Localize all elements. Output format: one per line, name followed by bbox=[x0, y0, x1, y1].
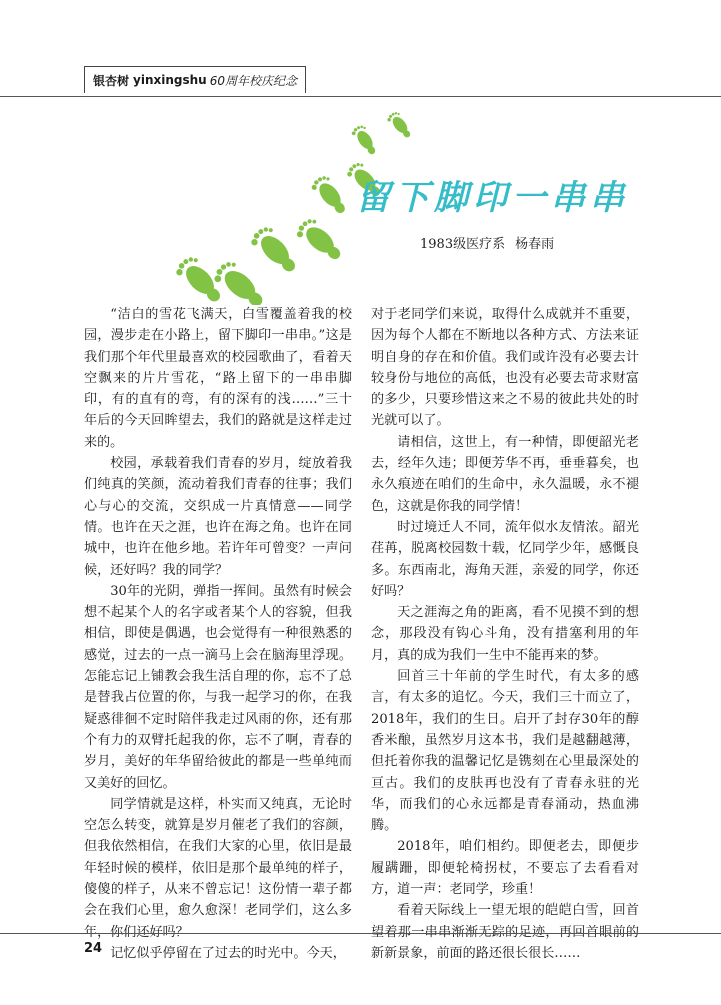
byline bbox=[420, 233, 564, 252]
paragraph: 校园，承载着我们青春的岁月，绽放着我们纯真的笑颜，流动着我们青春的往事；我们心与心的交流，交织成一片真情意——同学情。也许在天之涯，也许在海之角。也许在同城中，也许在他乡地。若许年可曾变？一声问候，还好吗？我的同学？ bbox=[84, 456, 352, 578]
footer-rule bbox=[0, 933, 721, 934]
paragraph: 回首三十年前的学生时代，有太多的感言，有太多的追忆。今天，我们三十而立了，2018年，我们的生日。启开了封存30年的醇香米酿，虽然岁月这本书，我们是越翻越薄，但托着你我的温馨记忆是镌刻在心里最深处的亘古。我们的皮肤再也没有了青春永驻的光华，而我们的心永远都是青春涌动，热血沸腾。 bbox=[371, 669, 639, 834]
footprint-shape bbox=[309, 173, 352, 218]
paragraph: 天之涯海之角的距离，看不见摸不到的想念，那段没有钩心斗角，没有措塞利用的年月，真的成为我们一生中不能再来的梦。 bbox=[371, 605, 639, 663]
header-rule bbox=[0, 96, 721, 97]
header-anniversary: 60周年校庆纪念 bbox=[209, 73, 297, 88]
paragraph: 2018年，咱们相约。即便老去，即便步履蹒跚，即便轮椅拐杖，不要忘了去看看对方，道一声：老同学，珍重！ bbox=[371, 839, 639, 898]
footprint-shape bbox=[294, 215, 348, 266]
footprint-shape bbox=[248, 223, 303, 278]
paragraph: 30年的光阴，弹指一挥间。虽然有时候会想不起某个人的名字或者某个人的容貌，但我相信，即使是偶遇，也会觉得有一种很熟悉的感觉，过去的一点一滴马上会在脑海里浮现。怎能忘记上铺教会我生活自理的你，忘不了总是替我占位置的你，与我一起学习的你，在我疑惑徘徊不定时陪伴我走过风雨的你，还有那个有力的双臂托起我的你，忘不了啊，青春的岁月，美好的年华留给彼此的都是一些单纯而又美好的回忆。 bbox=[84, 583, 352, 791]
left-column bbox=[84, 304, 352, 964]
paragraph: 请相信，这世上，有一种情，即便韶光老去，经年久违；即便芳华不再，垂垂暮矣，也永久痕迹在咱们的生命中，永久温暖，永不褪色，这就是你我的同学情！ bbox=[371, 434, 639, 514]
footprint-shape bbox=[350, 123, 381, 158]
paragraph: “洁白的雪花飞满天，白雪覆盖着我的校园，漫步走在小路上，留下脚印一串串。”这是我们那个年代里最喜欢的校园歌曲了，看着天空飘来的片片雪花，“路上留下的一串串脚印，有的直有的弯，有的深有的浅……”三十年后的今天回眸望去，我们的路就是这样走过来的。 bbox=[84, 307, 352, 450]
paragraph: 同学情就是这样，朴实而又纯真，无论时空怎么转变，就算是岁月催老了我们的容颜，但我依然相信，在我们大家的心里，依旧是最年轻时候的模样，依旧是那个最单纯的样子，傻傻的样子，从来不曾忘记！这份情一辈子都会在我们心里，愈久愈深！老同学们，这么多 bbox=[84, 796, 352, 919]
paragraph: 时过境迁人不同，流年似水友情浓。韶光荏苒，脱离校园数十载，忆同学少年，感慨良多。东西南北，海角天涯，亲爱的同学，你还好吗？ bbox=[371, 519, 639, 599]
byline-class: 1983级医疗系 bbox=[420, 237, 506, 252]
byline-author: 杨春雨 bbox=[515, 237, 555, 252]
paragraph: 记忆似乎停留在了过去的时光中。今天， bbox=[110, 945, 346, 961]
footprint-shape bbox=[386, 110, 415, 141]
running-header bbox=[84, 66, 306, 93]
page-number: 24 bbox=[84, 941, 103, 956]
header-pinyin: yinxingshu bbox=[133, 73, 207, 87]
paragraph: 看着天际线上一望无垠的皑皑白雪，回首 新新景象，前面的路还很长很长…… bbox=[371, 903, 639, 961]
header-brand: 银杏树 bbox=[93, 73, 130, 88]
right-column bbox=[371, 304, 639, 964]
article-title: 留下脚印一串串 bbox=[356, 178, 629, 218]
paragraph-continuation: 对于老同学们来说，取得什么成就并不重要，因为每个人都在不断地以各种方式、方法来证明自身的存在和价值。我们或许没有必要去计较身份与地位的高低，也没有必要去苛求财富的多少，只要珍惜这来之不易的彼此共处的时光就可以了。 bbox=[371, 307, 639, 429]
footprint-shape bbox=[211, 257, 270, 305]
